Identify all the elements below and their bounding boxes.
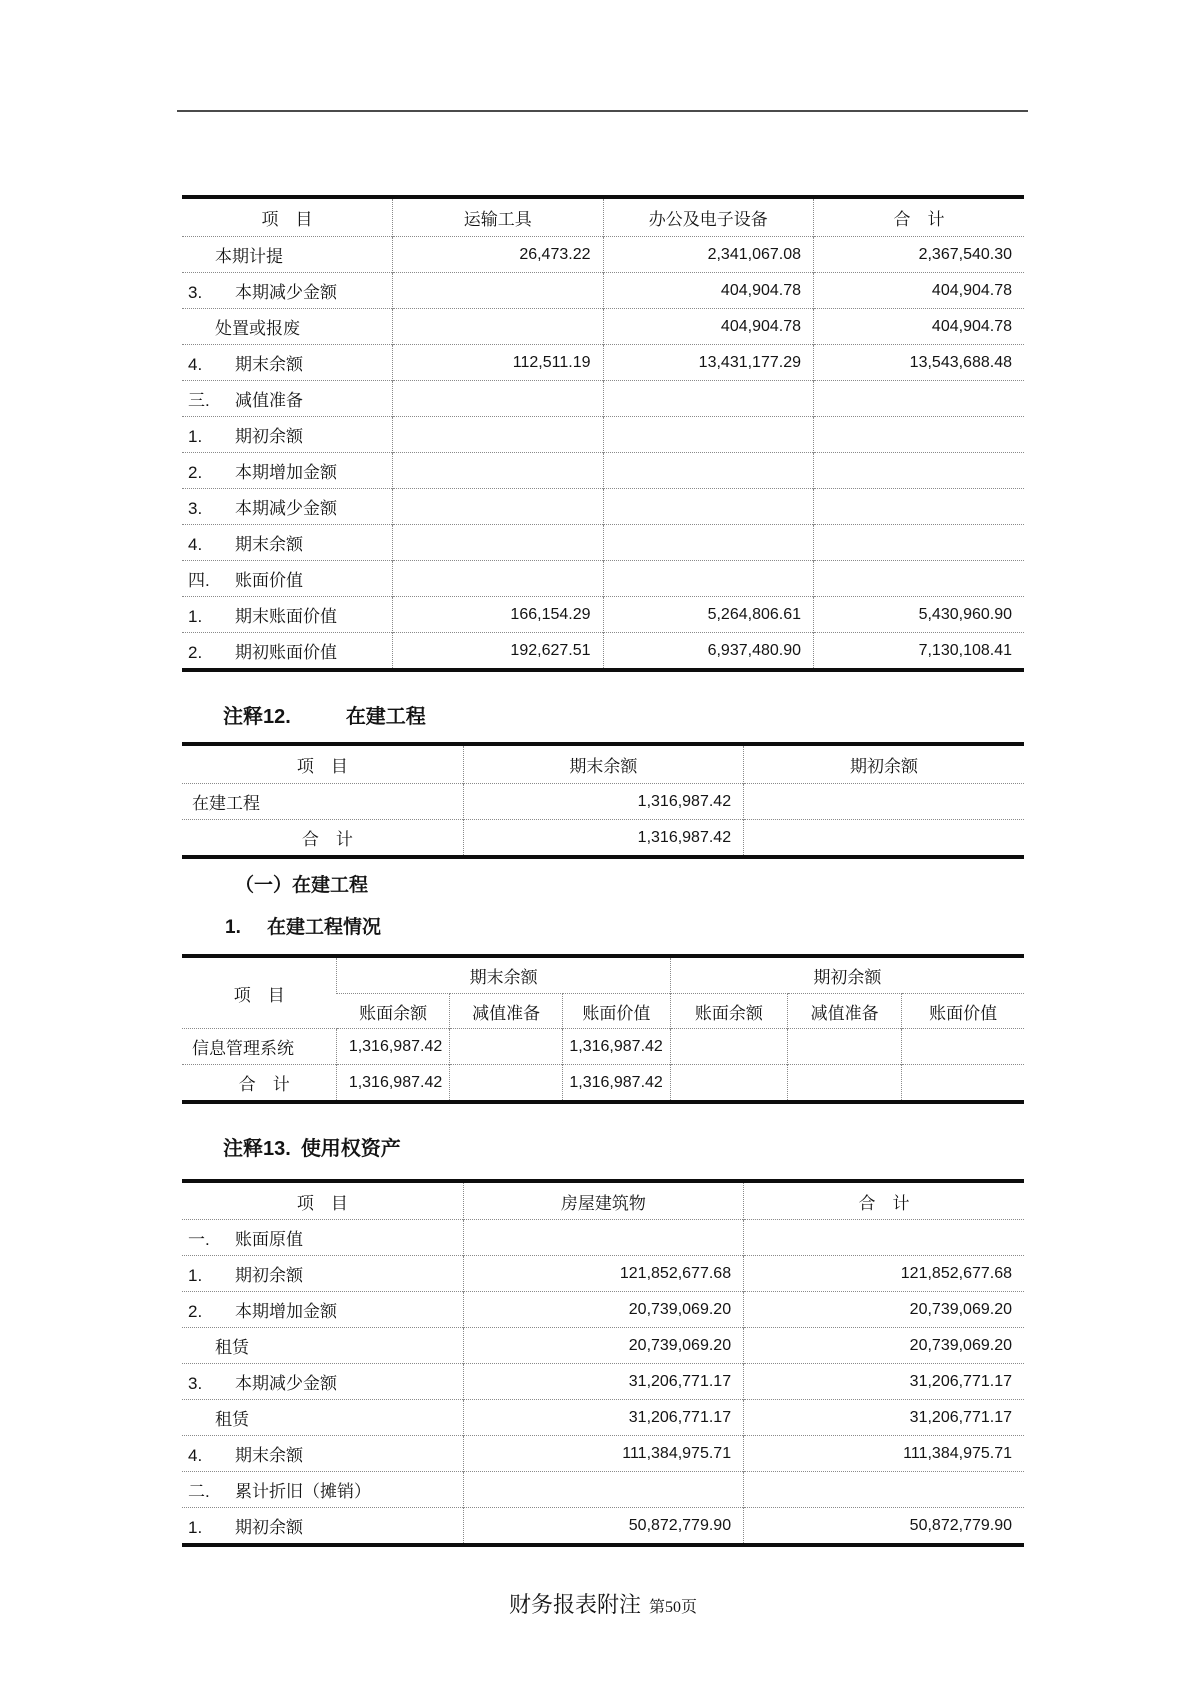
construction-in-progress-detail-table bbox=[182, 954, 1024, 1104]
table-row bbox=[182, 417, 1024, 453]
row-number: 1. bbox=[188, 607, 203, 626]
value-cell: 31,206,771.17 bbox=[463, 1400, 743, 1436]
value-cell: 50,872,779.90 bbox=[463, 1508, 743, 1546]
value-cell bbox=[450, 1029, 563, 1065]
total-row-label-cell bbox=[182, 1065, 337, 1103]
sub-header-book-balance: 账面余额 bbox=[337, 994, 450, 1029]
table-row bbox=[182, 309, 1024, 345]
table-row bbox=[182, 820, 1024, 858]
value-cell: 26,473.22 bbox=[393, 237, 604, 273]
row-label: 期初余额 bbox=[235, 1266, 303, 1285]
value-cell bbox=[814, 453, 1025, 489]
value-cell bbox=[603, 561, 814, 597]
value-cell: 31,206,771.17 bbox=[744, 1364, 1024, 1400]
value-cell bbox=[393, 453, 604, 489]
value-cell bbox=[463, 1220, 743, 1256]
footer-page-number: 第50页 bbox=[649, 1599, 698, 1616]
value-cell: 404,904.78 bbox=[603, 273, 814, 309]
row-label-cell bbox=[182, 1256, 463, 1292]
row-number: 1. bbox=[188, 427, 203, 446]
value-cell: 13,431,177.29 bbox=[603, 345, 814, 381]
value-cell: 31,206,771.17 bbox=[463, 1364, 743, 1400]
column-header-total: 合 计 bbox=[814, 197, 1025, 237]
value-cell: 1,316,987.42 bbox=[463, 784, 743, 820]
note12-subheading-2 bbox=[225, 915, 1024, 940]
table-row bbox=[182, 1220, 1024, 1256]
value-cell bbox=[902, 1029, 1024, 1065]
table-row bbox=[182, 597, 1024, 633]
column-header-item: 项 目 bbox=[261, 210, 313, 229]
row-label-cell bbox=[182, 1400, 463, 1436]
row-label: 处置或报废 bbox=[215, 319, 300, 338]
table-row bbox=[182, 784, 1024, 820]
value-cell bbox=[393, 525, 604, 561]
value-cell: 31,206,771.17 bbox=[744, 1400, 1024, 1436]
row-label: 在建工程 bbox=[192, 794, 260, 813]
value-cell bbox=[393, 417, 604, 453]
value-cell bbox=[393, 273, 604, 309]
row-label: 本期减少金额 bbox=[235, 283, 337, 302]
row-label: 期末余额 bbox=[235, 355, 303, 374]
row-label: 期初账面价值 bbox=[235, 643, 337, 662]
sub-header-book-balance: 账面余额 bbox=[670, 994, 787, 1029]
table-row bbox=[182, 525, 1024, 561]
row-label: 本期减少金额 bbox=[235, 499, 337, 518]
row-label-cell bbox=[182, 237, 393, 273]
fixed-assets-table bbox=[182, 195, 1024, 672]
row-number: 4. bbox=[188, 355, 203, 374]
row-label-cell bbox=[182, 1364, 463, 1400]
table-row bbox=[182, 489, 1024, 525]
value-cell bbox=[603, 489, 814, 525]
value-cell bbox=[814, 525, 1025, 561]
row-label: 期初余额 bbox=[235, 427, 303, 446]
value-cell: 1,316,987.42 bbox=[563, 1065, 671, 1103]
value-cell bbox=[393, 309, 604, 345]
table-row bbox=[182, 1328, 1024, 1364]
table-row bbox=[182, 1400, 1024, 1436]
table-row bbox=[182, 237, 1024, 273]
table-header-row bbox=[182, 1181, 1024, 1220]
value-cell bbox=[744, 820, 1024, 858]
column-header-item: 项 目 bbox=[296, 757, 348, 776]
value-cell: 7,130,108.41 bbox=[814, 633, 1025, 671]
value-cell bbox=[393, 489, 604, 525]
value-cell bbox=[603, 417, 814, 453]
subheading-number: 1. bbox=[225, 917, 241, 938]
column-header-item: 项 目 bbox=[233, 985, 285, 1005]
value-cell: 20,739,069.20 bbox=[744, 1292, 1024, 1328]
row-label: 减值准备 bbox=[235, 391, 303, 410]
page-content bbox=[182, 0, 1024, 1622]
row-number: 1. bbox=[188, 1266, 203, 1285]
note12-heading-number: 注释12. bbox=[223, 706, 291, 728]
row-label-cell bbox=[182, 381, 393, 417]
row-label-cell bbox=[182, 525, 393, 561]
value-cell: 404,904.78 bbox=[603, 309, 814, 345]
value-cell: 166,154.29 bbox=[393, 597, 604, 633]
note12-heading bbox=[223, 704, 1024, 730]
row-label-cell bbox=[182, 1220, 463, 1256]
note13-heading-title: 使用权资产 bbox=[300, 1138, 401, 1160]
row-label-cell bbox=[182, 1508, 463, 1546]
row-label-cell bbox=[182, 1328, 463, 1364]
value-cell: 1,316,987.42 bbox=[563, 1029, 671, 1065]
sub-header-impairment: 减值准备 bbox=[787, 994, 902, 1029]
value-cell bbox=[814, 561, 1025, 597]
row-label-cell bbox=[182, 273, 393, 309]
row-label: 本期增加金额 bbox=[235, 1302, 337, 1321]
table-row bbox=[182, 381, 1024, 417]
row-label: 信息管理系统 bbox=[192, 1039, 294, 1058]
row-label: 期末余额 bbox=[235, 535, 303, 554]
table-row bbox=[182, 453, 1024, 489]
column-header-item: 项 目 bbox=[296, 1193, 348, 1213]
row-number: 一. bbox=[188, 1230, 210, 1249]
value-cell: 121,852,677.68 bbox=[744, 1256, 1024, 1292]
sub-header-book-value: 账面价值 bbox=[563, 994, 671, 1029]
row-label: 期末账面价值 bbox=[235, 607, 337, 626]
value-cell bbox=[787, 1029, 902, 1065]
row-number: 四. bbox=[188, 571, 210, 590]
note12-heading-title: 在建工程 bbox=[345, 706, 426, 728]
value-cell: 192,627.51 bbox=[393, 633, 604, 671]
row-label-cell bbox=[182, 345, 393, 381]
row-number: 3. bbox=[188, 283, 203, 302]
row-number: 3. bbox=[188, 499, 203, 518]
value-cell bbox=[814, 489, 1025, 525]
value-cell: 111,384,975.71 bbox=[744, 1436, 1024, 1472]
row-number: 2. bbox=[188, 1302, 203, 1321]
row-label: 合 计 bbox=[238, 1075, 290, 1094]
row-label: 租赁 bbox=[215, 1338, 249, 1357]
row-number: 2. bbox=[188, 463, 203, 482]
sub-header-book-value: 账面价值 bbox=[902, 994, 1024, 1029]
table-row bbox=[182, 273, 1024, 309]
row-label: 租赁 bbox=[215, 1410, 249, 1429]
row-label: 账面原值 bbox=[235, 1230, 303, 1249]
column-header-vehicles: 运输工具 bbox=[393, 197, 604, 237]
value-cell: 20,739,069.20 bbox=[463, 1292, 743, 1328]
value-cell: 5,430,960.90 bbox=[814, 597, 1025, 633]
value-cell bbox=[814, 381, 1025, 417]
table-header-row bbox=[182, 197, 1024, 237]
value-cell: 6,937,480.90 bbox=[603, 633, 814, 671]
row-label: 本期计提 bbox=[215, 247, 283, 266]
row-label: 期初余额 bbox=[235, 1518, 303, 1537]
table-row bbox=[182, 1256, 1024, 1292]
row-label-cell bbox=[182, 417, 393, 453]
value-cell: 20,739,069.20 bbox=[744, 1328, 1024, 1364]
value-cell: 13,543,688.48 bbox=[814, 345, 1025, 381]
value-cell: 111,384,975.71 bbox=[463, 1436, 743, 1472]
table-row bbox=[182, 561, 1024, 597]
row-label-cell bbox=[182, 1472, 463, 1508]
row-label: 期末余额 bbox=[235, 1446, 303, 1465]
row-label-cell bbox=[182, 1029, 337, 1065]
group-header-ending-balance: 期末余额 bbox=[337, 956, 670, 994]
value-cell bbox=[450, 1065, 563, 1103]
value-cell: 2,341,067.08 bbox=[603, 237, 814, 273]
value-cell bbox=[670, 1065, 787, 1103]
value-cell: 121,852,677.68 bbox=[463, 1256, 743, 1292]
row-label-cell bbox=[182, 1292, 463, 1328]
note12-subheading-1 bbox=[235, 873, 1024, 898]
note13-heading bbox=[223, 1136, 1024, 1162]
row-number: 4. bbox=[188, 535, 203, 554]
row-number: 4. bbox=[188, 1446, 203, 1465]
value-cell bbox=[393, 561, 604, 597]
table-row bbox=[182, 633, 1024, 671]
value-cell bbox=[814, 417, 1025, 453]
value-cell: 20,739,069.20 bbox=[463, 1328, 743, 1364]
value-cell bbox=[393, 381, 604, 417]
value-cell bbox=[744, 1472, 1024, 1508]
value-cell: 1,316,987.42 bbox=[337, 1065, 450, 1103]
row-label-cell bbox=[182, 489, 393, 525]
value-cell bbox=[670, 1029, 787, 1065]
value-cell bbox=[787, 1065, 902, 1103]
value-cell: 5,264,806.61 bbox=[603, 597, 814, 633]
column-header-office-equipment: 办公及电子设备 bbox=[603, 197, 814, 237]
value-cell: 2,367,540.30 bbox=[814, 237, 1025, 273]
row-number: 三. bbox=[188, 391, 210, 410]
value-cell bbox=[744, 1220, 1024, 1256]
row-label-cell bbox=[182, 453, 393, 489]
construction-in-progress-table bbox=[182, 742, 1024, 859]
table-row bbox=[182, 1065, 1024, 1103]
row-number: 1. bbox=[188, 1518, 203, 1537]
value-cell bbox=[603, 525, 814, 561]
value-cell bbox=[902, 1065, 1024, 1103]
subheading-text: （一）在建工程 bbox=[235, 875, 369, 896]
table-row bbox=[182, 1508, 1024, 1546]
table-row bbox=[182, 345, 1024, 381]
value-cell bbox=[744, 784, 1024, 820]
value-cell bbox=[463, 1472, 743, 1508]
column-header-buildings: 房屋建筑物 bbox=[463, 1181, 743, 1220]
row-label: 累计折旧（摊销） bbox=[235, 1482, 371, 1501]
value-cell: 404,904.78 bbox=[814, 273, 1025, 309]
group-header-row bbox=[182, 956, 1024, 994]
row-label-cell bbox=[182, 1436, 463, 1472]
row-label: 账面价值 bbox=[235, 571, 303, 590]
row-label-cell bbox=[182, 561, 393, 597]
footer-title: 财务报表附注 bbox=[508, 1592, 641, 1617]
column-header-ending-balance: 期末余额 bbox=[463, 744, 743, 784]
value-cell: 404,904.78 bbox=[814, 309, 1025, 345]
page-footer bbox=[182, 1591, 1024, 1622]
sub-header-impairment: 减值准备 bbox=[450, 994, 563, 1029]
value-cell: 1,316,987.42 bbox=[463, 820, 743, 858]
value-cell bbox=[603, 453, 814, 489]
table-row bbox=[182, 1364, 1024, 1400]
table-row bbox=[182, 1292, 1024, 1328]
note13-heading-number: 注释13. bbox=[223, 1138, 291, 1160]
row-label: 本期减少金额 bbox=[235, 1374, 337, 1393]
total-row-label-cell bbox=[182, 820, 463, 858]
row-number: 二. bbox=[188, 1482, 210, 1501]
value-cell: 112,511.19 bbox=[393, 345, 604, 381]
row-label-cell bbox=[182, 784, 463, 820]
value-cell bbox=[603, 381, 814, 417]
row-number: 2. bbox=[188, 643, 203, 662]
right-of-use-assets-table bbox=[182, 1179, 1024, 1547]
row-label: 本期增加金额 bbox=[235, 463, 337, 482]
column-header-total: 合 计 bbox=[744, 1181, 1024, 1220]
row-label-cell bbox=[182, 597, 393, 633]
table-header-row bbox=[182, 744, 1024, 784]
column-header-beginning-balance: 期初余额 bbox=[744, 744, 1024, 784]
row-label-cell bbox=[182, 633, 393, 671]
table-row bbox=[182, 1029, 1024, 1065]
table-row bbox=[182, 1472, 1024, 1508]
row-number: 3. bbox=[188, 1374, 203, 1393]
value-cell: 50,872,779.90 bbox=[744, 1508, 1024, 1546]
subheading-text: 在建工程情况 bbox=[267, 917, 382, 938]
row-label-cell bbox=[182, 309, 393, 345]
row-label: 合 计 bbox=[301, 830, 353, 849]
table-row bbox=[182, 1436, 1024, 1472]
value-cell: 1,316,987.42 bbox=[337, 1029, 450, 1065]
group-header-beginning-balance: 期初余额 bbox=[670, 956, 1024, 994]
